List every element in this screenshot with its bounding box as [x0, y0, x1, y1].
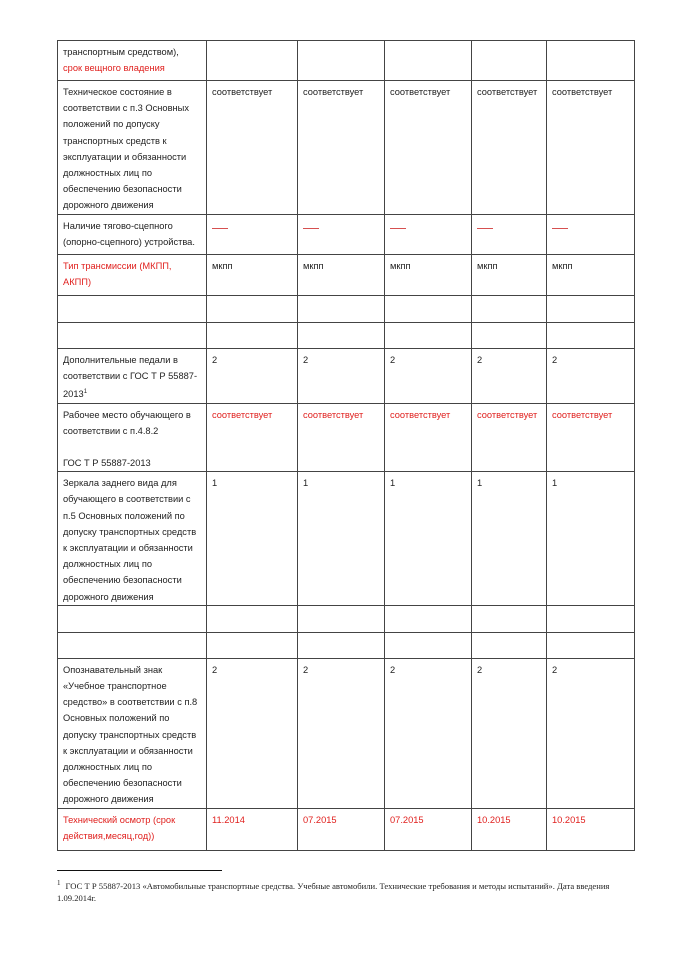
table-row — [58, 348, 635, 403]
value-text: 1 — [390, 478, 396, 489]
footnote-separator — [57, 870, 222, 871]
value-cell — [298, 41, 385, 81]
value-cell — [547, 214, 635, 254]
value-cell — [207, 632, 298, 658]
value-cell — [547, 322, 635, 348]
value-cell — [385, 403, 472, 472]
dash-mark — [212, 228, 228, 229]
value-cell — [207, 605, 298, 632]
value-cell — [472, 348, 547, 403]
row-label — [58, 214, 207, 254]
value-cell — [385, 214, 472, 254]
value-text: 2 — [552, 354, 558, 365]
label-text: Зеркала заднего вида для обучающего в соответствии с п.5 Основных положений по допуску транспортных средств к эксплуатации и обязанности должностных лиц по обеспечению безопасности дорожного движения — [63, 478, 197, 602]
value-cell — [472, 81, 547, 215]
value-cell — [472, 295, 547, 322]
label-text-red: срок вещного владения — [63, 63, 165, 74]
row-label — [58, 254, 207, 295]
value-text: соответствует — [552, 87, 613, 97]
value-cell — [298, 214, 385, 254]
value-cell — [298, 348, 385, 403]
value-cell — [547, 632, 635, 658]
table-row — [58, 295, 635, 322]
value-text: 10.2015 — [477, 814, 511, 825]
row-label — [58, 81, 207, 215]
value-text: 07.2015 — [303, 814, 337, 825]
value-cell — [298, 322, 385, 348]
table-row — [58, 658, 635, 808]
dash-mark — [390, 228, 406, 229]
value-cell — [385, 254, 472, 295]
label-text: Технический осмотр (срок действия,месяц,год)) — [63, 814, 176, 841]
value-text: соответствует — [477, 87, 538, 97]
value-text: 2 — [212, 664, 218, 675]
value-cell — [385, 472, 472, 606]
value-text: 2 — [303, 354, 309, 365]
value-cell — [472, 254, 547, 295]
table-row — [58, 322, 635, 348]
footnote-text: ГОС Т Р 55887-2013 «Автомобильные транспортные средства. Учебные автомобили. Технические требования и методы испытаний». Дата введения 1.09.2014г. — [57, 880, 610, 903]
value-text: 1 — [477, 478, 483, 489]
value-cell — [298, 295, 385, 322]
value-cell — [207, 295, 298, 322]
table-row — [58, 254, 635, 295]
label-text: Дополнительные педали в соответствии с ГОС Т Р 55887-2013 — [63, 354, 198, 400]
label-text: Тип трансмиссии (МКПП, АКПП) — [63, 260, 172, 287]
value-text: мкпп — [477, 260, 498, 271]
value-text: мкпп — [303, 260, 324, 271]
value-cell — [298, 632, 385, 658]
row-label — [58, 808, 207, 850]
value-cell — [207, 472, 298, 606]
value-cell — [547, 41, 635, 81]
value-cell — [547, 403, 635, 472]
label-extra: ГОС Т Р 55887-2013 — [63, 458, 151, 469]
value-cell — [472, 632, 547, 658]
value-cell — [207, 81, 298, 215]
row-label — [58, 41, 207, 81]
value-cell — [472, 472, 547, 606]
value-cell — [298, 808, 385, 850]
label-text: Техническое состояние в соответствии с п.3 Основных положений по допуску транспортных средств к эксплуатации и обязанности должностных лиц по обеспечению безопасности дорожного движения — [63, 87, 190, 211]
value-cell — [472, 322, 547, 348]
value-cell — [385, 632, 472, 658]
value-text: соответствует — [212, 409, 273, 420]
value-cell — [472, 605, 547, 632]
value-text: 2 — [390, 354, 396, 365]
table-row — [58, 808, 635, 850]
value-text: соответствует — [390, 409, 451, 420]
value-cell — [547, 81, 635, 215]
value-text: 2 — [477, 354, 483, 365]
value-cell — [547, 658, 635, 808]
value-cell — [207, 254, 298, 295]
value-text: 1 — [212, 478, 218, 489]
value-cell — [385, 348, 472, 403]
value-cell — [385, 41, 472, 81]
value-cell — [472, 658, 547, 808]
label-text: транспортным средством), — [63, 47, 179, 57]
value-cell — [472, 214, 547, 254]
row-label — [58, 295, 207, 322]
value-text: соответствует — [390, 87, 451, 97]
row-label — [58, 472, 207, 606]
value-cell — [298, 658, 385, 808]
row-label — [58, 348, 207, 403]
table-row — [58, 403, 635, 472]
value-text: 2 — [477, 664, 483, 675]
value-text: 11.2014 — [212, 814, 245, 825]
value-cell — [547, 472, 635, 606]
value-text: 07.2015 — [390, 814, 424, 825]
value-cell — [547, 295, 635, 322]
value-cell — [207, 403, 298, 472]
value-text: соответствует — [552, 409, 613, 420]
value-text: мкпп — [552, 260, 573, 271]
value-cell — [298, 403, 385, 472]
value-text: 2 — [552, 664, 558, 675]
row-label — [58, 658, 207, 808]
label-text: Наличие тягово-сцепного (опорно-сцепного) устройства. — [63, 220, 195, 247]
value-cell — [472, 403, 547, 472]
value-cell — [298, 605, 385, 632]
footnote-number: 1 — [57, 879, 61, 887]
value-text: 1 — [552, 478, 558, 489]
value-cell — [385, 658, 472, 808]
value-cell — [547, 605, 635, 632]
dash-mark — [552, 228, 568, 229]
value-text: соответствует — [303, 409, 364, 420]
row-label — [58, 403, 207, 472]
value-text: мкпп — [390, 260, 411, 271]
value-text: 2 — [303, 664, 309, 675]
value-text: мкпп — [212, 260, 233, 271]
value-cell — [207, 348, 298, 403]
label-text: Опознавательный знак «Учебное транспортное средство» в соответствии с п.8 Основных положений по допуску транспортных средств к эксплуатации и обязанности должностных лиц по обеспечению безопасности дорожного движения — [63, 664, 198, 805]
value-text: соответствует — [212, 87, 273, 97]
value-text: 2 — [390, 664, 396, 675]
value-cell — [472, 808, 547, 850]
value-cell — [385, 295, 472, 322]
table-row — [58, 81, 635, 215]
value-cell — [385, 808, 472, 850]
value-cell — [207, 41, 298, 81]
value-cell — [298, 254, 385, 295]
dash-mark — [477, 228, 493, 229]
value-text: соответствует — [477, 409, 538, 420]
vehicle-specs-table — [57, 40, 635, 851]
value-cell — [547, 808, 635, 850]
value-cell — [385, 605, 472, 632]
row-label — [58, 632, 207, 658]
row-label — [58, 322, 207, 348]
footnote — [57, 877, 637, 904]
value-cell — [298, 472, 385, 606]
value-cell — [547, 348, 635, 403]
value-text: 1 — [303, 478, 309, 489]
value-cell — [472, 41, 547, 81]
table-row — [58, 214, 635, 254]
value-cell — [207, 658, 298, 808]
table-row — [58, 472, 635, 606]
table-row — [58, 632, 635, 658]
value-cell — [207, 322, 298, 348]
label-text: Рабочее место обучающего в соответствии с п.4.8.2 — [63, 409, 191, 436]
dash-mark — [303, 228, 319, 229]
value-cell — [385, 81, 472, 215]
row-label — [58, 605, 207, 632]
value-text: 10.2015 — [552, 814, 586, 825]
value-cell — [298, 81, 385, 215]
table-row — [58, 605, 635, 632]
value-text: соответствует — [303, 87, 364, 97]
value-cell — [207, 214, 298, 254]
value-cell — [547, 254, 635, 295]
value-text: 2 — [212, 354, 218, 365]
table-row — [58, 41, 635, 81]
value-cell — [385, 322, 472, 348]
value-cell — [207, 808, 298, 850]
footnote-ref[interactable]: 1 — [83, 389, 88, 396]
